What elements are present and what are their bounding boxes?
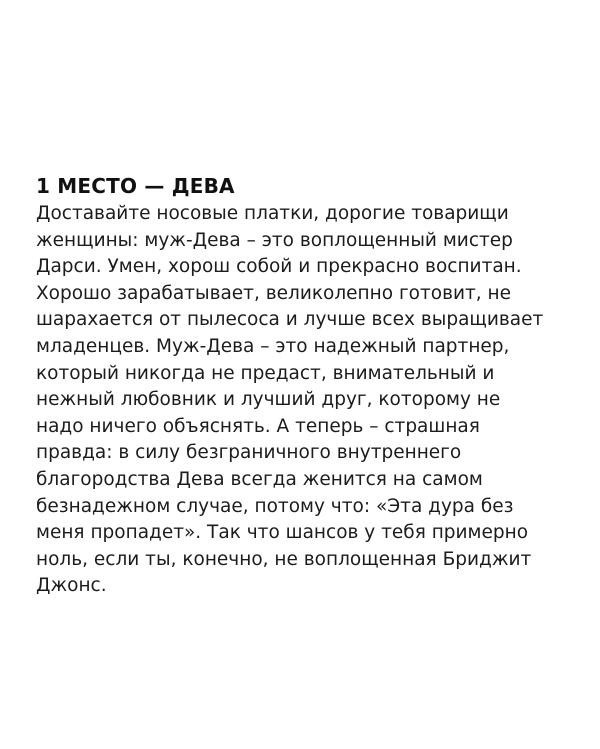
body-line: женщины: муж-Дева – это воплощенный мистер <box>36 229 513 251</box>
article-heading: 1 МЕСТО — ДЕВА <box>36 174 235 198</box>
body-line: Джонс. <box>36 575 107 597</box>
body-line: младенцев. Муж-Дева – это надежный партнер, <box>36 335 510 357</box>
body-line: правда: в силу безграничного внутреннего <box>36 442 462 464</box>
body-line: который никогда не предаст, внимательный и <box>36 362 495 384</box>
body-line: меня пропадет». Так что шансов у тебя примерно <box>36 522 529 544</box>
body-line: шарахается от пылесоса и лучше всех выращивает <box>36 309 544 331</box>
article-body <box>36 201 576 600</box>
body-line: надо ничего объяснять. А теперь – страшная <box>36 415 480 437</box>
article <box>36 173 576 600</box>
body-line: Хорошо зарабатывает, великолепно готовит, не <box>36 282 512 304</box>
body-line: безнадежном случае, потому что: «Эта дура без <box>36 495 514 517</box>
body-line: ноль, если ты, конечно, не воплощенная Бриджит <box>36 548 532 570</box>
body-line: нежный любовник и лучший друг, которому не <box>36 389 501 411</box>
body-line: Доставайте носовые платки, дорогие товарищи <box>36 203 509 224</box>
body-line: Дарси. Умен, хорош собой и прекрасно воспитан. <box>36 256 522 278</box>
body-line: благородства Дева всегда женится на самом <box>36 468 483 490</box>
